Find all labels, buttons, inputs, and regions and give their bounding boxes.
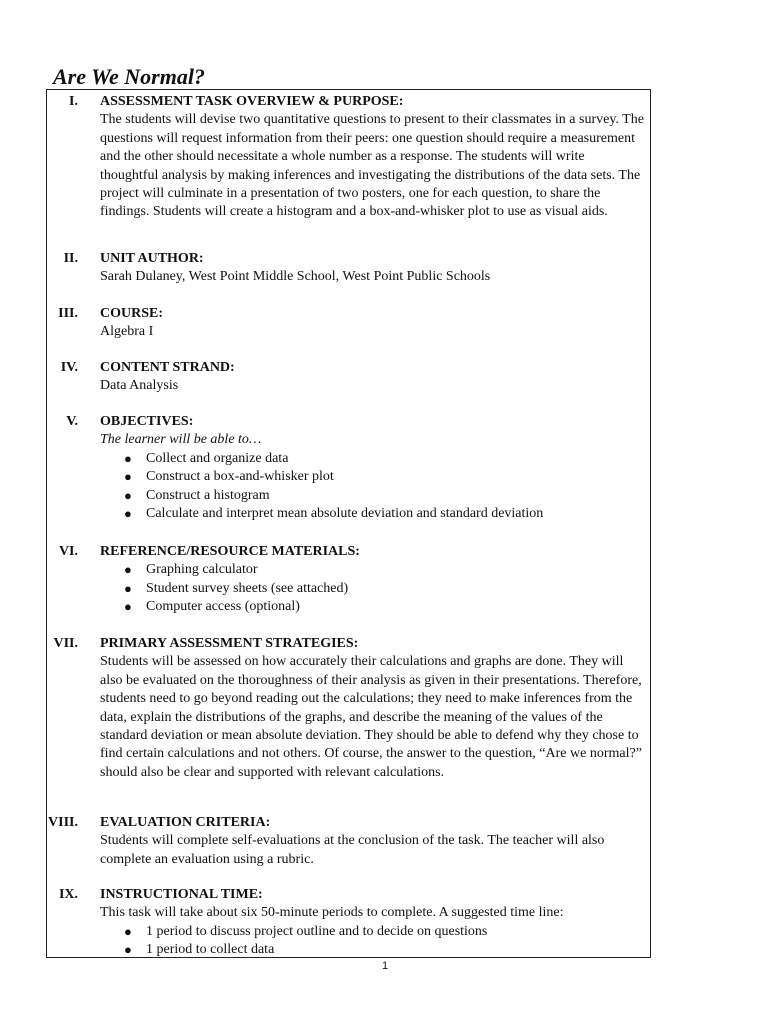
section-heading: INSTRUCTIONAL TIME: <box>100 887 263 902</box>
section-numeral: I. <box>69 94 78 109</box>
section-body <box>100 250 645 287</box>
section-heading: COURSE: <box>100 306 164 321</box>
section-text: Data Analysis <box>100 378 179 394</box>
bullet-icon: ● <box>124 506 132 522</box>
timeline-list <box>100 923 645 958</box>
section-numeral: VIII. <box>48 815 78 830</box>
section-text: Algebra I <box>100 324 154 340</box>
section-numeral: IX. <box>58 887 78 902</box>
section-text: Students will complete self-evaluations at the conclusion of the task. The teacher will also complete an evaluation using a rubric. <box>100 833 605 867</box>
section-text: Sarah Dulaney, West Point Middle School, West Point Public Schools <box>100 269 491 285</box>
bullet-icon: ● <box>124 562 132 578</box>
section-body <box>100 93 645 222</box>
section-heading: OBJECTIVES: <box>100 414 194 429</box>
list-item-text: Computer access (optional) <box>146 599 300 615</box>
bullet-icon: ● <box>124 487 132 503</box>
section-numeral: V. <box>66 414 78 429</box>
section-numeral: IV. <box>60 360 78 375</box>
list-item-text: Construct a box-and-whisker plot <box>146 469 334 485</box>
materials-list <box>100 561 645 616</box>
bullet-icon: ● <box>124 450 132 466</box>
section-body <box>100 305 645 342</box>
bullet-icon: ● <box>124 923 132 939</box>
list-item-text: Graphing calculator <box>146 562 258 578</box>
list-item-text: Student survey sheets (see attached) <box>146 580 349 596</box>
section-heading: ASSESSMENT TASK OVERVIEW & PURPOSE: <box>100 94 404 109</box>
section-text: This task will take about six 50-minute periods to complete. A suggested time line: <box>100 905 564 921</box>
list-item <box>124 505 645 523</box>
list-item <box>124 487 645 505</box>
section-intro: The learner will be able to… <box>100 432 262 448</box>
bullet-icon: ● <box>124 580 132 596</box>
section-body <box>100 814 645 869</box>
section-text: The students will devise two quantitative questions to present to their classmates in a survey. The questions will request information from their peers: one question should require a measurement and the other should necessitate a whole number as a response. The students will write thoughtful analysis by making inferences and investigating the distributions of the data sets. The project will culminate in a presentation of two posters, one for each question, to share the findings. Students will create a histogram and a box-and-whisker plot to use as visual aids. <box>100 112 644 220</box>
list-item <box>124 598 645 616</box>
list-item <box>124 580 645 598</box>
list-item-text: Collect and organize data <box>146 450 289 466</box>
list-item <box>124 923 645 941</box>
document-title: Are We Normal? <box>53 64 205 89</box>
list-item-text: Construct a histogram <box>146 487 270 503</box>
list-item <box>124 450 645 468</box>
list-item-text: 1 period to discuss project outline and to decide on questions <box>146 923 488 939</box>
content-box <box>46 89 651 958</box>
list-item <box>124 468 645 486</box>
section-numeral: VI. <box>58 544 78 559</box>
section-body <box>100 543 645 617</box>
section-text: Students will be assessed on how accurately their calculations and graphs are done. They will also be evaluated on the thoroughness of their analysis as given in their presentations. Therefore, students need to go beyond reading out the calculations; they need to make inferences from the data, explain the distributions of the graphs, and describe the meaning of the values of the standard deviation or mean absolute deviation. They should be able to defend why they chose to find certain calculations and not others. Of course, the answer to the question, “Are we normal?” should also be clear and supported with relevant calculations. <box>100 654 642 780</box>
list-item <box>124 561 645 579</box>
objectives-list <box>100 450 645 524</box>
section-heading: REFERENCE/RESOURCE MATERIALS: <box>100 544 360 559</box>
section-heading: PRIMARY ASSESSMENT STRATEGIES: <box>100 636 359 651</box>
page-number: 1 <box>381 960 389 972</box>
section-body <box>100 635 645 782</box>
section-heading: UNIT AUTHOR: <box>100 251 204 266</box>
section-numeral: VII. <box>53 636 78 651</box>
bullet-icon: ● <box>124 599 132 615</box>
section-body <box>100 359 645 396</box>
section-heading: EVALUATION CRITERIA: <box>100 815 271 830</box>
section-heading: CONTENT STRAND: <box>100 360 235 375</box>
section-body <box>100 413 645 523</box>
bullet-icon: ● <box>124 469 132 485</box>
list-item-text: 1 period to collect data <box>146 942 275 958</box>
section-numeral: II. <box>63 251 78 266</box>
bullet-icon: ● <box>124 942 132 958</box>
section-numeral: III. <box>58 306 78 321</box>
section-body <box>100 886 645 958</box>
list-item-text: Calculate and interpret mean absolute deviation and standard deviation <box>146 506 544 522</box>
list-item <box>124 941 645 958</box>
